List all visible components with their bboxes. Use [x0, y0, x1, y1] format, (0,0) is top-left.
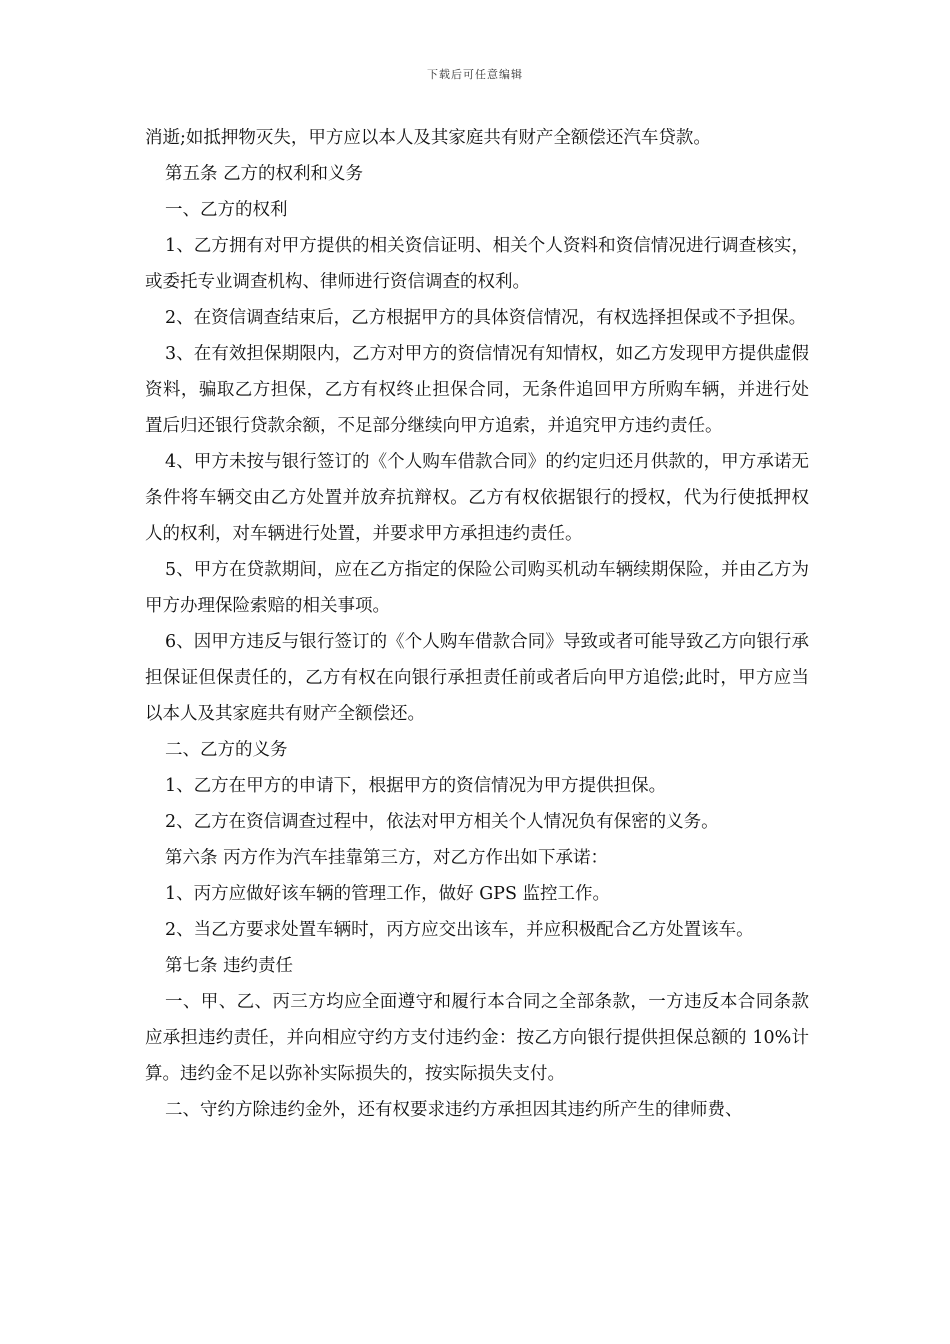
paragraph: 消逝;如抵押物灭失，甲方应以本人及其家庭共有财产全额偿还汽车贷款。	[145, 128, 711, 148]
article-heading: 第七条 违约责任	[165, 956, 294, 976]
paragraph: 一、甲、乙、丙三方均应全面遵守和履行本合同之全部条款，一方违反本合同条款应承担违约责任，并向相应守约方支付违约金：按乙方向银行提供担保总额的 10%计算。违约金不足以弥补实际损失的，按实际损失支付。	[145, 992, 809, 1084]
paragraph: 2、当乙方要求处置车辆时，丙方应交出该车，并应积极配合乙方处置该车。	[165, 920, 754, 940]
paragraph: 5、甲方在贷款期间，应在乙方指定的保险公司购买机动车辆续期保险，并由乙方为甲方办理保险索赔的相关事项。	[145, 560, 809, 616]
paragraph: 二、守约方除违约金外，还有权要求违约方承担因其违约所产生的律师费、	[165, 1100, 743, 1120]
page-header: 下载后可任意编辑	[427, 68, 523, 81]
article-heading: 第六条 丙方作为汽车挂靠第三方，对乙方作出如下承诺：	[165, 848, 609, 868]
paragraph: 3、在有效担保期限内，乙方对甲方的资信情况有知情权，如乙方发现甲方提供虚假资料，骗取乙方担保，乙方有权终止担保合同，无条件追回甲方所购车辆，并进行处置后归还银行贷款余额，不足部分继续向甲方追索，并追究甲方违约责任。	[145, 344, 809, 436]
document-body	[145, 120, 809, 1128]
section-heading: 二、乙方的义务	[165, 740, 288, 760]
paragraph: 4、甲方未按与银行签订的《个人购车借款合同》的约定归还月供款的，甲方承诺无条件将车辆交由乙方处置并放弃抗辩权。乙方有权依据银行的授权，代为行使抵押权人的权利，对车辆进行处置，并要求甲方承担违约责任。	[145, 452, 809, 544]
paragraph: 1、乙方在甲方的申请下，根据甲方的资信情况为甲方提供担保。	[165, 776, 667, 796]
paragraph: 1、乙方拥有对甲方提供的相关资信证明、相关个人资料和资信情况进行调查核实，或委托专业调查机构、律师进行资信调查的权利。	[145, 236, 809, 292]
article-heading: 第五条 乙方的权利和义务	[165, 164, 364, 184]
paragraph: 2、在资信调查结束后，乙方根据甲方的具体资信情况，有权选择担保或不予担保。	[165, 308, 807, 328]
paragraph: 2、乙方在资信调查过程中，依法对甲方相关个人情况负有保密的义务。	[165, 812, 719, 832]
section-heading: 一、乙方的权利	[165, 200, 288, 220]
paragraph: 6、因甲方违反与银行签订的《个人购车借款合同》导致或者可能导致乙方向银行承担保证但保责任的，乙方有权在向银行承担责任前或者后向甲方追偿;此时，甲方应当以本人及其家庭共有财产全额偿还。	[145, 632, 809, 724]
paragraph: 1、丙方应做好该车辆的管理工作，做好 GPS 监控工作。	[165, 884, 611, 904]
